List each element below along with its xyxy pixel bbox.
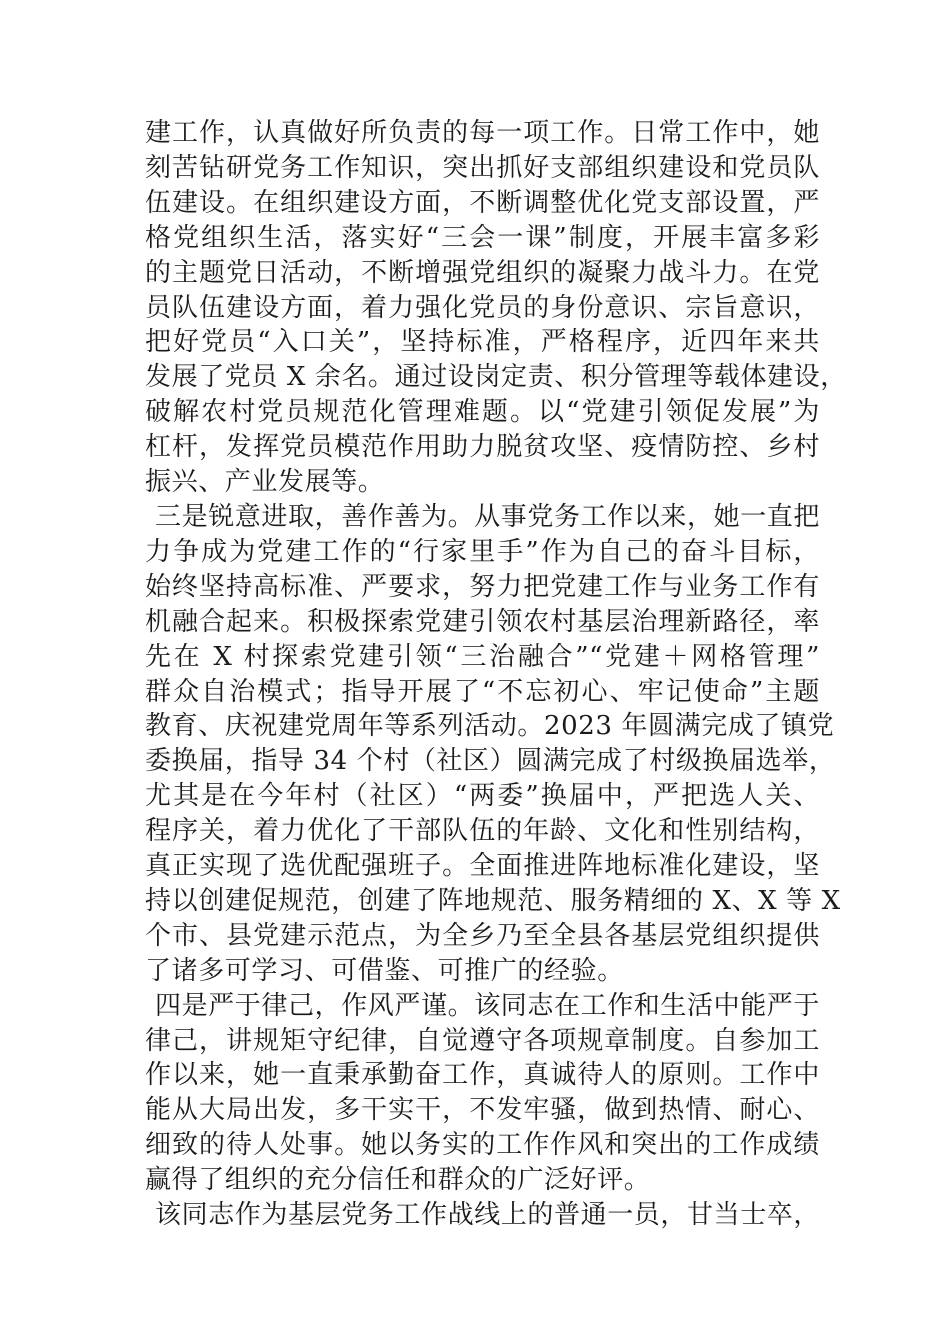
paragraph-summary [145,1198,820,1233]
text-line: 杠杆，发挥党员模范作用助力脱贫攻坚、疫情防控、乡村 [145,432,820,463]
text-line: 振兴、产业发展等。 [145,467,385,498]
paragraph-party-building [145,116,847,500]
text-line: 作以来，她一直秉承勤奋工作，真诚待人的原则。工作中 [145,1060,820,1091]
text-line: 力争成为党建工作的“行家里手”作为自己的奋斗目标， [145,536,820,567]
text-line: 细致的待人处事。她以务实的工作作风和突出的工作成绩 [145,1130,820,1161]
paragraph-enterprising [145,500,841,989]
text-line: 四是严于律己，作风严谨。该同志在工作和生活中能严于 [155,990,821,1021]
text-line: 教育、庆祝建党周年等系列活动。2023 年圆满完成了镇党 [145,711,835,742]
text-line: 委换届，指导 34 个村（社区）圆满完成了村级换届选举， [145,746,836,777]
text-line: 机融合起来。积极探索党建引领农村基层治理新路径，率 [145,606,820,637]
paragraph-self-discipline [145,989,820,1198]
text-line: 三是锐意进取，善作善为。从事党务工作以来，她一直把 [155,501,821,532]
text-line: 发展了党员 X 余名。通过设岗定责、积分管理等载体建设， [145,362,847,393]
text-line: 伍建设。在组织建设方面，不断调整优化党支部设置，严 [145,187,820,218]
text-line: 律己，讲规矩守纪律，自觉遵守各项规章制度。自参加工 [145,1025,820,1056]
text-line: 群众自治模式；指导开展了“不忘初心、牢记使命”主题 [145,676,820,707]
text-line: 的主题党日活动，不断增强党组织的凝聚力战斗力。在党 [145,257,820,288]
text-line: 先在 X 村探索党建引领“三治融合”“党建＋网格管理” [145,641,820,672]
text-line: 破解农村党员规范化管理难题。以“党建引领促发展”为 [145,397,820,428]
text-line: 尤其是在今年村（社区）“两委”换届中，严把选人关、 [145,781,820,812]
document-body [145,116,847,1233]
text-line: 始终坚持高标准、严要求，努力把党建工作与业务工作有 [145,571,820,602]
text-line: 刻苦钻研党务工作知识，突出抓好支部组织建设和党员队 [145,152,820,183]
text-line: 能从大局出发，多干实干，不发牢骚，做到热情、耐心、 [145,1095,820,1126]
text-line: 持以创建促规范，创建了阵地规范、服务精细的 X、X 等 X [145,885,841,916]
text-line: 真正实现了选优配强班子。全面推进阵地标准化建设，坚 [145,851,820,882]
text-line: 了诸多可学习、可借鉴、可推广的经验。 [145,955,624,986]
text-line: 员队伍建设方面，着力强化党员的身份意识、宗旨意识， [145,292,820,323]
text-line: 把好党员“入口关”，坚持标准，严格程序，近四年来共 [145,327,820,358]
text-line: 个市、县党建示范点，为全乡乃至全县各基层党组织提供 [145,920,820,951]
text-line: 格党组织生活，落实好“三会一课”制度，开展丰富多彩 [145,222,820,253]
text-line: 赢得了组织的充分信任和群众的广泛好评。 [145,1165,651,1196]
text-line: 建工作，认真做好所负责的每一项工作。日常工作中，她 [145,118,820,148]
text-line: 程序关，着力优化了干部队伍的年龄、文化和性别结构， [145,816,820,847]
text-line: 该同志作为基层党务工作战线上的普通一员，甘当士卒， [155,1200,821,1231]
